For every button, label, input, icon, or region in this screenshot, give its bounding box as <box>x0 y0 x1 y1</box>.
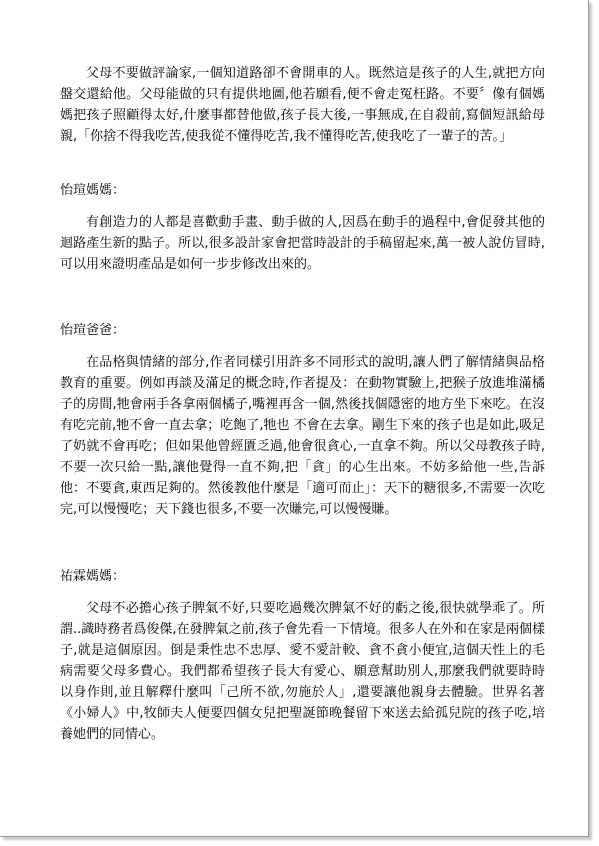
paragraph-yixuan-mother: 有創造力的人都是喜歡動手畫、動手做的人,因爲在動手的過程中,會促發其他的迴路產生新的點子。所以,很多設計家會把當時設計的手稿留起來,萬一被人說仿冒時,可以用來證明產品是如何一步步修改出來的。 <box>60 215 545 272</box>
paragraph-intro: 父母不要做評論家,一個知道路卻不會開車的人。既然這是孩子的人生,就把方向盤交還給他。父母能做的只有提供地圖,他若願看,便不會走冤枉路。不要〞像有個媽媽把孩子照顧得太好,什麼事都替他做,孩子長大後,一事無成,在自殺前,寫個短訊給母親,「你捨不得我吃苦,使我從不懂得吃苦,我不懂得吃苦,使我吃了一輩子的苦。」 <box>60 66 545 144</box>
document-body <box>60 63 545 745</box>
paragraph-youlin-mother: 父母不必擔心孩子脾氣不好,只要吃過幾次脾氣不好的虧之後,很快就學乖了。所謂..識時務者爲俊傑,在發脾氣之前,孩子會先看一下情境。很多人在外和在家是兩個樣子,就是這個原因。倒是秉性忠不忠厚、愛不愛計較、貪不貪小便宜,這個天性上的毛病需要父母多費心。我們都希望孩子長大有愛心、願意幫助別人,那麼我們就要時時以身作則,並且解釋什麼叫「己所不欲,勿施於人」,還要讓他親身去體驗。世界名著《小婦人》中,牧師夫人便要四個女兒把聖誕節晚餐留下來送去給孤兒院的孩子吃,培養她們的同情心。 <box>60 601 545 742</box>
heading-yixuan-mother: 怡瑄媽媽： <box>60 183 126 198</box>
paragraph-yixuan-father: 在品格與情緒的部分,作者同樣引用許多不同形式的說明,讓人們了解情緒與品格教育的重要。例如再談及滿足的概念時,作者提及：在動物實驗上,把猴子放進堆滿橘子的房間,牠會兩手各拿兩個橘子,嘴裡再含一個,然後找個隱密的地方坐下來吃。在沒有吃完前,牠不會一直去拿；吃飽了,牠也 不會在去拿。剛生下來的孩子也是如此,吸足了奶就不會再吃；但如果他曾經匱乏過,他會很貪心,一直拿不夠。所以父母教孩子時,不要一次只給一點,讓他覺得一直不夠,把「貪」的心生出來。不妨多給他一些,告訴他：不要貪,東西足夠的。然後教他什麼是「適可而止」：天下的糖很多,不需要一次吃完,可以慢慢吃；天下錢也很多,不要一次賺完,可以慢慢賺。 <box>60 355 545 517</box>
heading-yixuan-father: 怡瑄爸爸： <box>60 323 126 338</box>
heading-youlin-mother: 祐霖媽媽： <box>60 569 126 584</box>
